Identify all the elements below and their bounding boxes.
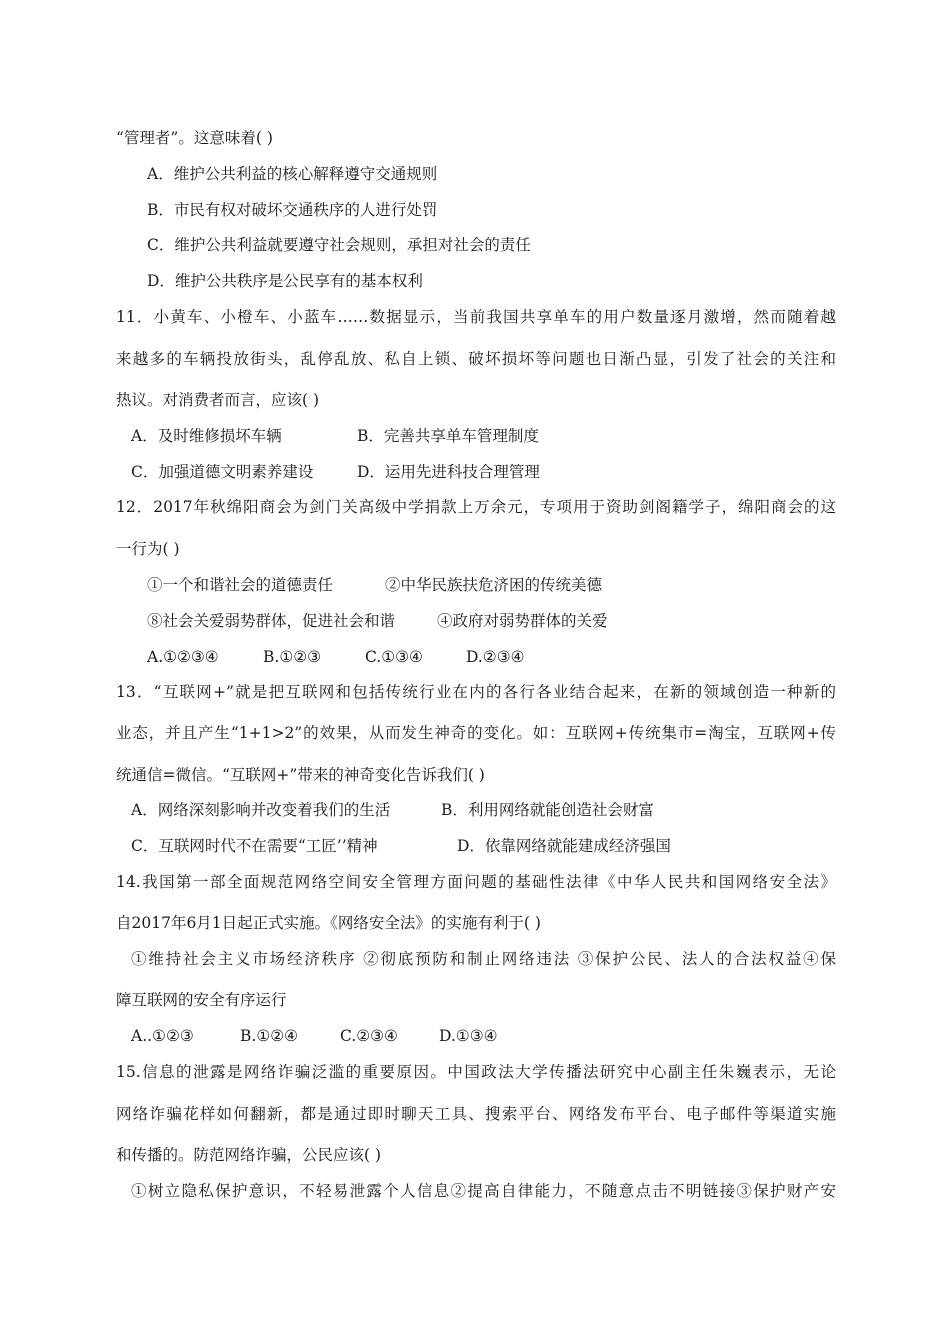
q14-stem-line2: 自2017年6月1日起正式实施。《网络安全法》的实施有利于( ) (116, 914, 541, 932)
q13-stem-line1: 13．“互联网+”就是把互联网和包括传统行业在内的各行各业结合起来，在新的领域创造一种新的 (116, 683, 836, 701)
q11-option-b: B．完善共享单车管理制度 (357, 427, 539, 445)
q12-item-1: ①一个和谐社会的道德责任 (147, 576, 334, 594)
q10-option-a: A．维护公共利益的核心解释遵守交通规则 (147, 165, 438, 183)
q12-item-4: ④政府对弱势群体的关爱 (437, 612, 608, 630)
q11-option-d: D．运用先进科技合理管理 (357, 463, 540, 481)
q12-item-3: ⑧社会关爱弱势群体，促进社会和谐 (147, 612, 396, 630)
q13-option-a: A．网络深刻影响并改变着我们的生活 (131, 801, 391, 819)
q10-option-d: D．维护公共秩序是公民享有的基本权利 (147, 272, 423, 290)
q11-option-c: C．加强道德文明素养建设 (131, 463, 314, 481)
q10-option-b: B．市民有权对破坏交通秩序的人进行处罚 (147, 201, 438, 219)
q12-stem-line2: 一行为( ) (116, 540, 180, 558)
q11-stem-line3: 热议。对消费者而言，应该( ) (116, 391, 320, 409)
q11-stem-line1: 11．小黄车、小橙车、小蓝车……数据显示，当前我国共享单车的用户数量逐月激增，然而随着越 (116, 308, 836, 326)
q15-stem-line2: 网络诈骗花样如何翻新，都是通过即时聊天工具、搜索平台、网络发布平台、电子邮件等渠道实施 (116, 1105, 836, 1123)
q13-option-c: C．互联网时代不在需要“工匠’’精神 (131, 837, 378, 855)
q14-stem-line1: 14.我国第一部全面规范网络空间安全管理方面问题的基础性法律《中华人民共和国网络安全法》 (116, 873, 836, 891)
q12-stem-line1: 12．2017年秋绵阳商会为剑门关高级中学捐款上万余元，专项用于资助剑阁籍学子，绵阳商会的这 (116, 498, 836, 516)
q12-item-2: ②中华民族扶危济困的传统美德 (385, 576, 603, 594)
q13-stem-line3: 统通信=微信。“互联网+”带来的神奇变化告诉我们( ) (116, 766, 485, 784)
q14-option-b: B.①②④ (240, 1027, 299, 1045)
q14-option-d: D.①③④ (439, 1027, 498, 1045)
q15-stem-line3: 和传播的。防范网络诈骗，公民应该( ) (116, 1146, 382, 1164)
q14-option-c: C.②③④ (340, 1027, 398, 1045)
q12-option-d: D.②③④ (466, 648, 525, 666)
q10-option-c: C．维护公共利益就要遵守社会规则，承担对社会的责任 (147, 236, 531, 254)
q13-option-d: D．依靠网络就能建成经济强国 (457, 837, 671, 855)
q11-stem-line2: 来越多的车辆投放街头，乱停乱放、私自上锁、破坏损坏等问题也日渐凸显，引发了社会的关注和 (116, 350, 836, 368)
q15-items-line1: ①树立隐私保护意识，不轻易泄露个人信息②提高自律能力，不随意点击不明链接③保护财产安 (131, 1182, 836, 1200)
q15-stem-line1: 15.信息的泄露是网络诈骗泛滥的重要原因。中国政法大学传播法研究中心副主任朱巍表示，无论 (116, 1063, 836, 1081)
q14-option-a: A..①②③ (131, 1027, 194, 1045)
q11-option-a: A．及时维修损坏车辆 (131, 427, 282, 445)
q12-option-c: C.①③④ (365, 648, 423, 666)
q12-option-a: A.①②③④ (147, 648, 219, 666)
q13-stem-line2: 业态，并且产生“1+1>2”的效果，从而发生神奇的变化。如：互联网+传统集市=淘宝，互联网+传 (116, 724, 836, 742)
q10-stem-end: “管理者”。这意味着( ) (116, 129, 273, 147)
q12-option-b: B.①②③ (263, 648, 322, 666)
q13-option-b: B．利用网络就能创造社会财富 (441, 801, 654, 819)
q14-items-line2: 障互联网的安全有序运行 (116, 991, 287, 1009)
q14-items-line1: ①维持社会主义市场经济秩序 ②彻底预防和制止网络违法 ③保护公民、法人的合法权益④保 (131, 950, 836, 968)
